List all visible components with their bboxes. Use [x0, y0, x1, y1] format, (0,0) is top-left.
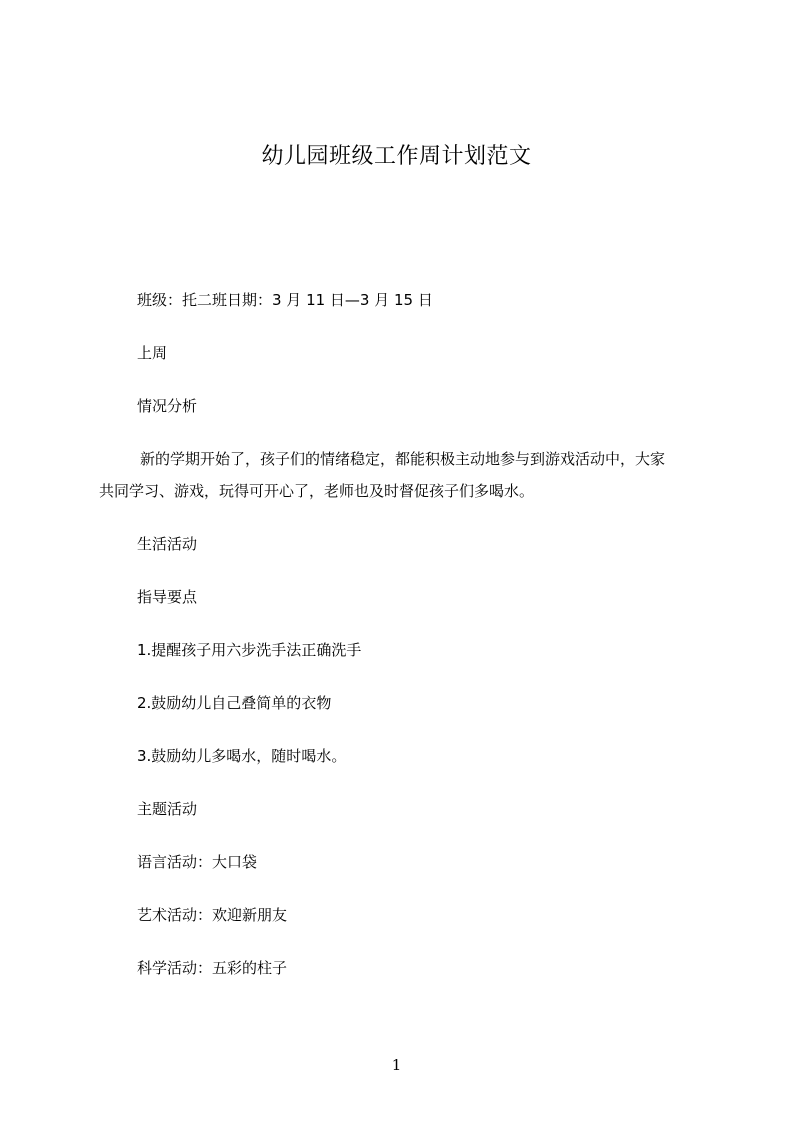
- class-date-line: 班级：托二班日期：3 月 11 日—3 月 15 日: [137, 291, 433, 309]
- activity-item: 语言活动：大口袋: [137, 853, 258, 871]
- section-last-week: 上周: [137, 344, 168, 362]
- paragraph-line-1: 新的学期开始了，孩子们的情绪稳定，都能积极主动地参与到游戏活动中，大家: [140, 450, 666, 468]
- guidance-item: 3.鼓励幼儿多喝水，随时喝水。: [137, 747, 347, 765]
- section-guidance-points: 指导要点: [137, 588, 198, 606]
- document-body: [99, 288, 693, 980]
- paragraph-line-2: 共同学习、游戏，玩得可开心了，老师也及时督促孩子们多喝水。: [99, 482, 535, 500]
- section-situation-analysis: 情况分析: [137, 397, 198, 415]
- guidance-item: 2.鼓励幼儿自己叠简单的衣物: [137, 694, 332, 712]
- page-number: 1: [391, 1056, 402, 1074]
- activity-item: 艺术活动：欢迎新朋友: [137, 906, 288, 924]
- situation-paragraph: [99, 447, 693, 503]
- activity-item: 科学活动：五彩的柱子: [137, 959, 288, 977]
- guidance-item: 1.提醒孩子用六步洗手法正确洗手: [137, 641, 362, 659]
- section-life-activities: 生活活动: [137, 535, 198, 553]
- section-theme-activities: 主题活动: [137, 800, 198, 818]
- document-title: 幼儿园班级工作周计划范文: [261, 144, 532, 169]
